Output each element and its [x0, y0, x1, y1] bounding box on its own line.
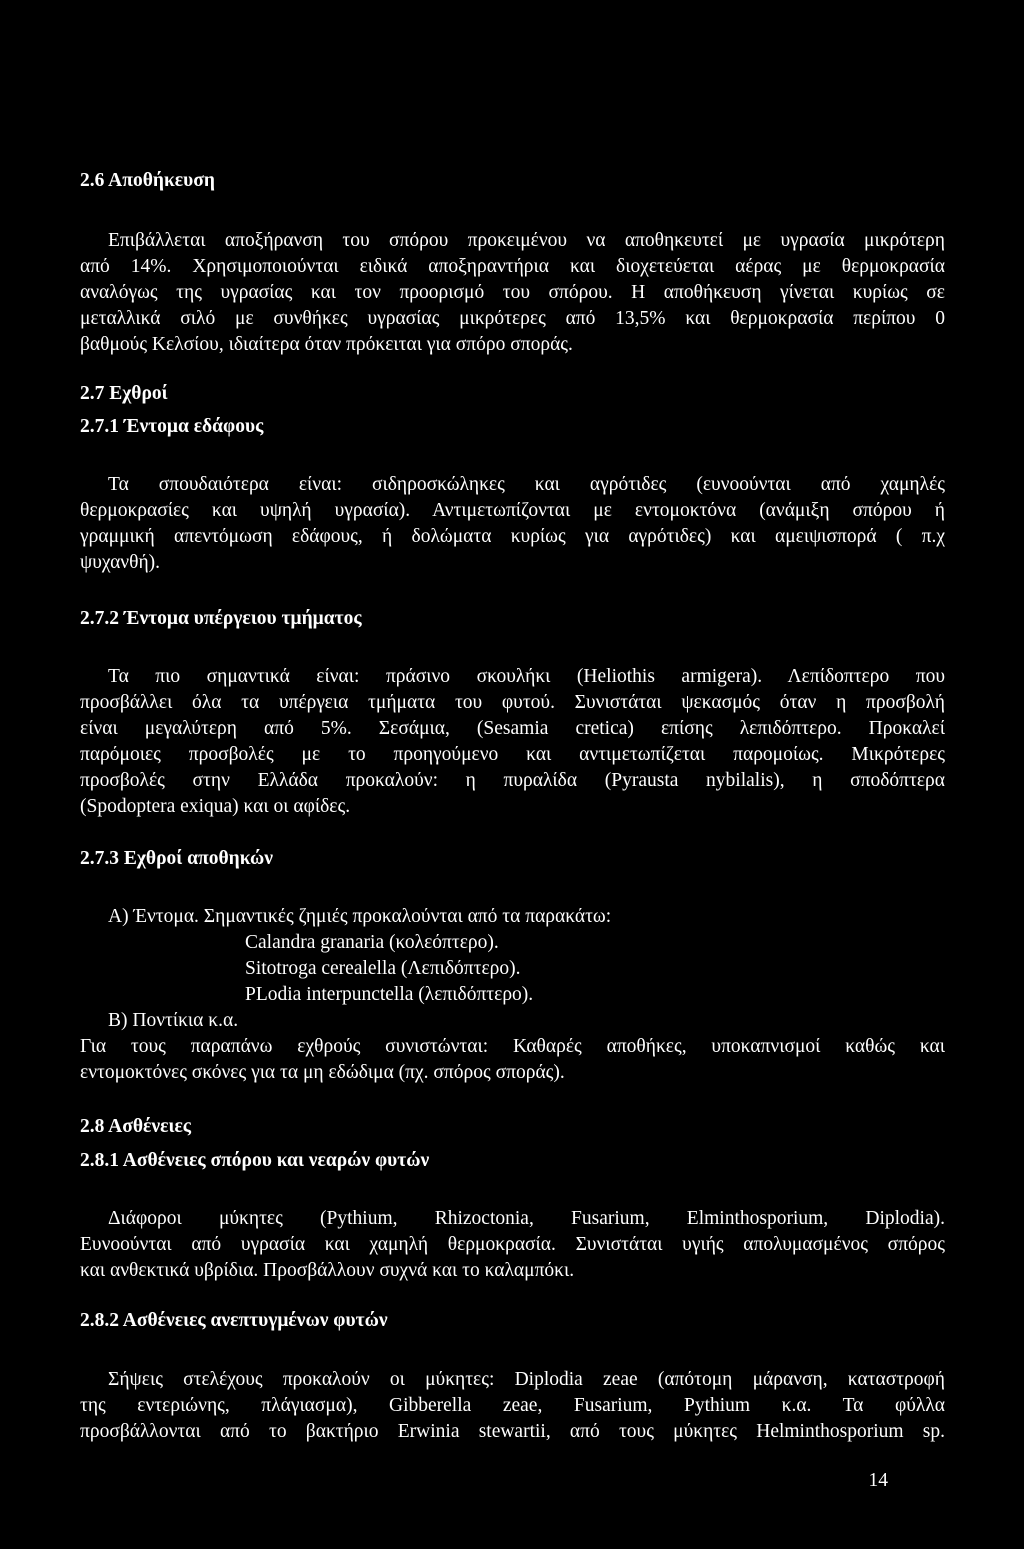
text-line: και ανθεκτικά υβρίδια. Προσβάλλουν συχνά και το καλαμπόκι. — [80, 1260, 575, 1281]
section-heading-2-7-3: 2.7.3 Εχθροί αποθηκών — [80, 848, 273, 869]
paragraph-seedling-diseases — [80, 1206, 945, 1284]
text-line: Τα πιο σημαντικά είναι: πράσινο σκουλήκι (Heliothis armigera). Λεπίδοπτερο που — [108, 666, 945, 687]
text-line: μεταλλικά σιλό με συνθήκες υγρασίας μικρότερες από 13,5% και θερμοκρασία περίπου 0 — [80, 308, 945, 329]
text-line: Σήψεις στελέχους προκαλούν οι μύκητες: Diplodia zeae (απότομη μάρανση, καταστροφή — [108, 1369, 945, 1390]
paragraph-soil-insects — [80, 472, 945, 576]
text-line: Επιβάλλεται αποξήρανση του σπόρου προκειμένου να αποθηκευτεί με υγρασία μικρότερη — [108, 230, 945, 251]
section-heading-2-7-1: 2.7.1 Έντομα εδάφους — [80, 416, 264, 437]
section-heading-2-8: 2.8 Ασθένειες — [80, 1116, 192, 1137]
text-line: από 14%. Χρησιμοποιούνται ειδικά αποξηραντήρια και διοχετεύεται αέρας με θερμοκρασία — [80, 256, 945, 277]
paragraph-storage-pests — [80, 1034, 945, 1086]
text-line: προσβολές στην Ελλάδα προκαλούν: η πυραλίδα (Pyrausta nybilalis), η σποδόπτερα — [80, 770, 945, 791]
section-heading-2-7: 2.7 Εχθροί — [80, 383, 168, 404]
section-heading-2-8-2: 2.8.2 Ασθένειες ανεπτυγμένων φυτών — [80, 1310, 388, 1331]
text-line: βαθμούς Κελσίου, ιδιαίτερα όταν πρόκειται για σπόρο σποράς. — [80, 334, 573, 355]
text-line: ψυχανθή). — [80, 552, 161, 573]
text-line: Ευνοούνται από υγρασία και χαμηλή θερμοκρασία. Συνιστάται υγιής απολυμασμένος σπόρος — [80, 1234, 945, 1255]
text-line: της εντεριώνης, πλάγιασμα), Gibberella zeae, Fusarium, Pythium κ.α. Τα φύλλα — [80, 1395, 945, 1416]
text-line: Διάφοροι μύκητες (Pythium, Rhizoctonia, Fusarium, Elminthosporium, Diplodia). — [108, 1208, 945, 1229]
section-heading-2-7-2: 2.7.2 Έντομα υπέργειου τμήματος — [80, 608, 362, 629]
paragraph-aboveground-insects — [80, 664, 945, 820]
section-heading-2-8-1: 2.8.1 Ασθένειες σπόρου και νεαρών φυτών — [80, 1150, 430, 1171]
text-line: θερμοκρασίες και υψηλή υγρασία). Αντιμετωπίζονται με εντομοκτόνα (ανάμιξη σπόρου ή — [80, 500, 945, 521]
text-line: προσβάλλονται από το βακτήριο Erwinia stewartii, από τους μύκητες Helminthosporium sp. — [80, 1421, 945, 1442]
text-line: (Spodoptera exiqua) και οι αφίδες. — [80, 796, 351, 817]
text-line: είναι μεγαλύτερη από 5%. Σεσάμια, (Sesamia cretica) επίσης λεπιδόπτερο. Προκαλεί — [80, 718, 945, 739]
text-line: Τα σπουδαιότερα είναι: σιδηροσκώληκες και αγρότιδες (ευνοούνται από χαμηλές — [108, 474, 945, 495]
text-line: παρόμοιες προσβολές με το προηγούμενο και αντιμετωπίζεται παρομοίως. Μικρότερες — [80, 744, 945, 765]
list-item: Sitotroga cerealella (Λεπιδόπτερο). — [245, 958, 521, 979]
rodents-label: B) Ποντίκια κ.α. — [108, 1010, 239, 1031]
text-line: γραμμική απεντόμωση εδάφους, ή δολώματα κυρίως για αγρότιδες) και αμειψισπορά ( π.χ — [80, 526, 945, 547]
text-line: εντομοκτόνες σκόνες για τα μη εδώδιμα (πχ. σπόρος σποράς). — [80, 1062, 565, 1083]
insects-label: A) Έντομα. Σημαντικές ζημιές προκαλούνται από τα παρακάτω: — [108, 906, 612, 927]
text-line: αναλόγως της υγρασίας και τον προορισμό του σπόρου. Η αποθήκευση γίνεται κυρίως σε — [80, 282, 945, 303]
paragraph-mature-plant-diseases — [80, 1367, 945, 1445]
text-line: Για τους παραπάνω εχθρούς συνιστώνται: Καθαρές αποθήκες, υποκαπνισμοί καθώς και — [80, 1036, 945, 1057]
page-number: 14 — [868, 1470, 888, 1491]
list-item: PLodia interpunctella (λεπιδόπτερο). — [245, 984, 534, 1005]
text-line: προσβάλλει όλα τα υπέργεια τμήματα του φυτού. Συνιστάται ψεκασμός όταν η προσβολή — [80, 692, 945, 713]
paragraph-storage — [80, 228, 945, 358]
section-heading-2-6: 2.6 Αποθήκευση — [80, 170, 215, 191]
list-item: Calandra granaria (κολεόπτερο). — [245, 932, 499, 953]
